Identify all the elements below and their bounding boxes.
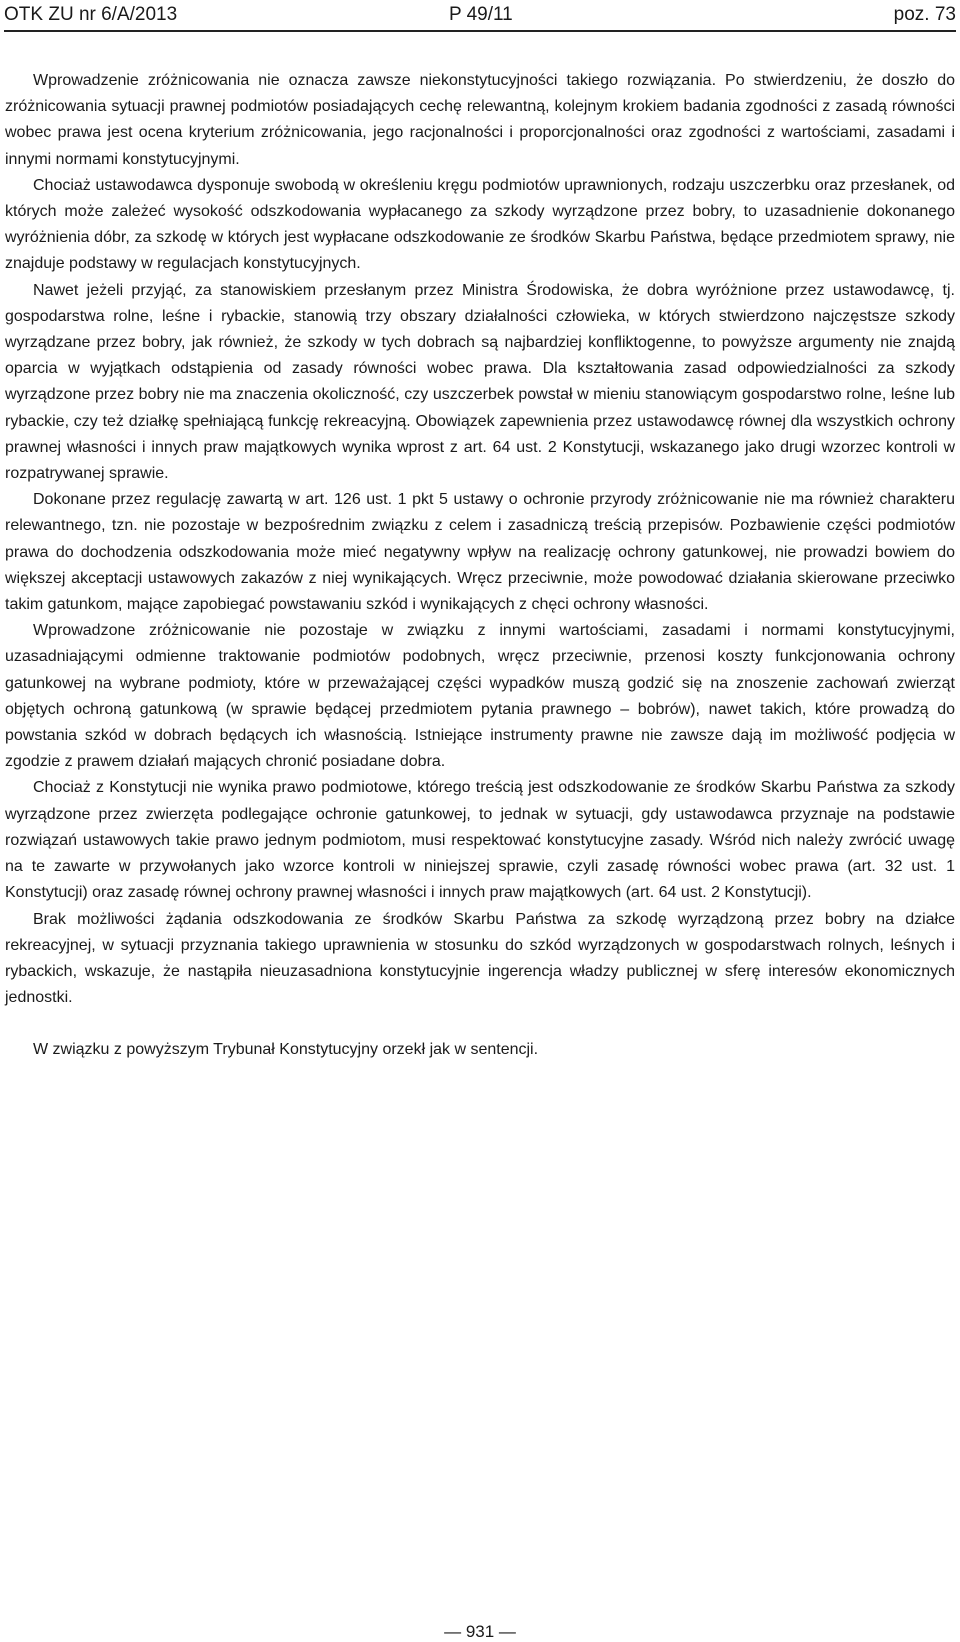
position-number: poz. 73 [893,4,956,25]
journal-reference: OTK ZU nr 6/A/2013 [4,4,178,25]
paragraph: Wprowadzone zróżnicowanie nie pozostaje w związku z innymi wartościami, zasadami i normami konstytucyjnymi, uzasadniającymi odmienne traktowanie podmiotów podobnych, wręcz przeciwnie, przenosi koszty funkcjonowania ochrony gatunkowej na wybrane podmioty, które w przeważającej części wypadków muszą godzić się na znoszenie zachowań zwierząt objętych ochroną gatunkową (w sprawie będącej przedmiotem pytania prawnego – bobrów), nawet takich, które prowadzą do powstania szkód w dobrach będących ich własnością. Istniejące instrumenty prawne nie zawsze dają im możliwość podjęcia w zgodzie z prawem działań mających chronić posiadane dobra. [5,622,955,771]
paragraph: Wprowadzenie zróżnicowania nie oznacza zawsze niekonstytucyjności takiego rozwiązania. Po stwierdzeniu, że doszło do zróżnicowania sytuacji prawnej podmiotów posiadających cechę relewantną, kolejnym krokiem badania zgodności z zasadą równości wobec prawa jest ocena kryterium zróżnicowania, jego racjonalności i proporcjonalności oraz zgodności z wartościami, zasadami i innymi normami konstytucyjnymi. [5,72,955,168]
page-header [4,0,956,32]
paragraph: Nawet jeżeli przyjąć, za stanowiskiem przesłanym przez Ministra Środowiska, że dobra wyróżnione przez ustawodawcę, tj. gospodarstwa rolne, leśne i rybackie, stanowią trzy obszary działalności człowieka, w których stwierdzono najczęstsze szkody wyrządzane przez bobry, jak również, że szkody w tych dobrach są najbardziej konfliktogenne, to powyższe argumenty nie znajdą oparcia w wyjątkach odstąpienia od zasady równości wobec prawa. Dla kształtowania zasad odpowiedzialności za szkody wyrządzone przez bobry nie ma znaczenia okoliczność, czy uszczerbek powstał w mieniu stanowiącym gospodarstwo rolne, leśne lub rybackie, czy też działkę spełniającą funkcję rekreacyjną. Obowiązek zapewnienia przez ustawodawcę równej dla wszystkich ochrony prawnej własności i innych praw majątkowych wynika wprost z art. 64 ust. 2 Konstytucji, wskazanego jako drugi wzorzec kontroli w rozpatrywanej sprawie. [5,281,955,483]
document-body [5,68,955,1064]
paragraph: Dokonane przez regulację zawartą w art. 126 ust. 1 pkt 5 ustawy o ochronie przyrody zróżnicowanie nie ma również charakteru relewantnego, tzn. nie pozostaje w bezpośrednim związku z celem i zasadniczą treścią przepisów. Pozbawienie części podmiotów prawa do dochodzenia odszkodowania może mieć negatywny wpływ na realizację ochrony gatunkowej, nie prowadzi bowiem do większej akceptacji ustawowych zakazów z niej wynikających. Wręcz przeciwnie, może powodować działania skierowane przeciwko takim gatunkom, mające zapobiegać powstawaniu szkód i wynikających z chęci ochrony własności. [5,491,955,614]
paragraph: Chociaż ustawodawca dysponuje swobodą w określeniu kręgu podmiotów uprawnionych, rodzaju uszczerbku oraz przesłanek, od których może zależeć wysokość odszkodowania wypłacanego za szkody wyrządzone przez bobry, to uzasadnienie dokonanego wyróżnienia dóbr, za szkodę w których jest wypłacane odszkodowanie ze środków Skarbu Państwa, będące przedmiotem sprawy, nie znajduje podstawy w regulacjach konstytucyjnych. [5,176,955,273]
paragraph: Brak możliwości żądania odszkodowania ze środków Skarbu Państwa za szkodę wyrządzoną przez bobry na działce rekreacyjnej, w sytuacji przyznania takiego uprawnienia w stosunku do szkód wyrządzonych w gospodarstwach rolnych, leśnych i rybackich, wskazuje, że nastąpiła nieuzasadniona konstytucyjnie ingerencja władzy publicznej w sferę interesów ekonomicznych jednostki. [5,910,955,1007]
paragraph: Chociaż z Konstytucji nie wynika prawo podmiotowe, którego treścią jest odszkodowanie ze środków Skarbu Państwa za szkody wyrządzone przez zwierzęta podlegające ochronie gatunkowej, to jednak w sytuacji, gdy ustawodawca przyznaje na podstawie rozwiązań ustawowych takie prawo jednym podmiotom, musi respektować konstytucyjne zasady. Wśród nich należy zwrócić uwagę na te zawarte w przywołanych jako wzorce kontroli w niniejszej sprawie, czyli zasadę równości wobec prawa (art. 32 ust. 1 Konstytucji) oraz zasadę równej ochrony prawnej własności i innych praw majątkowych (art. 64 ust. 2 Konstytucji). [5,779,955,902]
case-signature: P 49/11 [449,4,513,25]
page-number: — 931 — [444,1622,516,1641]
closing-paragraph: W związku z powyższym Trybunał Konstytucyjny orzekł jak w sentencji. [33,1041,539,1059]
